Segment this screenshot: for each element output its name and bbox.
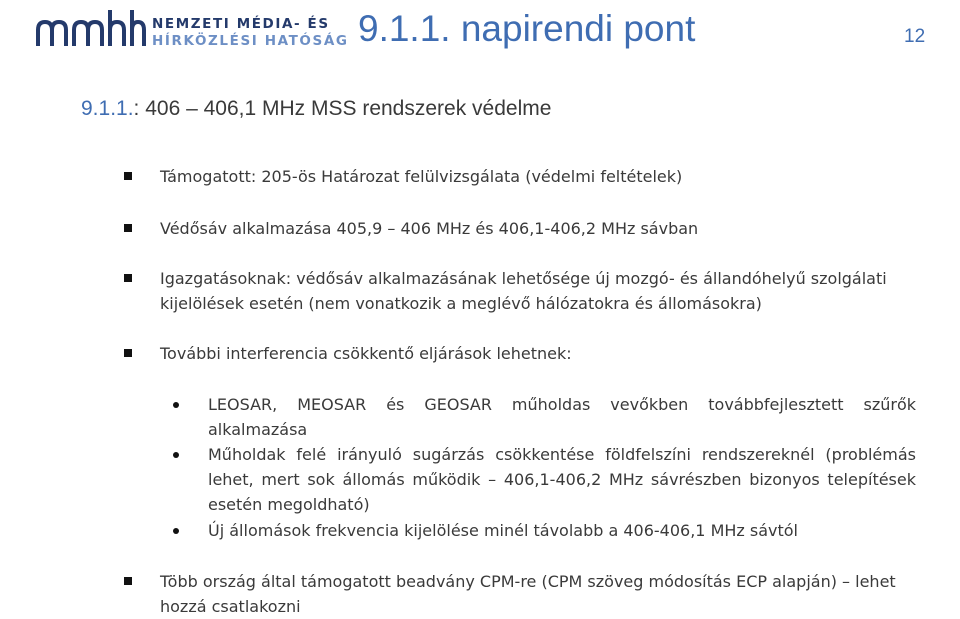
slide-title: 9.1.1. napirendi pont (358, 8, 696, 49)
square-bullet-icon (124, 577, 132, 585)
sub-bullet-item: Műholdak felé irányuló sugárzás csökkentése földfelszíni rendszereknél (problémás lehet, mert sok állomás működik – 406,1-406,2 MHz sávrészben bizonyos telepítések esetén megoldható) (208, 445, 916, 514)
section-title: : 406 – 406,1 MHz MSS rendszerek védelme (133, 97, 552, 120)
bullet-item: Több ország által támogatott beadvány CPM-re (CPM szöveg módosítás ECP alapján) – lehet hozzá csatlakozni (160, 572, 896, 616)
logo-wordmark (152, 16, 349, 50)
section-number: 9.1.1. (81, 97, 134, 120)
section-heading (81, 97, 551, 121)
square-bullet-icon (124, 224, 132, 232)
bullet-item: Igazgatásoknak: védősáv alkalmazásának lehetősége új mozgó- és állandóhelyű szolgálati kijelölések esetén (nem vonatkozik a meglévő hálózatokra és állomásokra) (160, 269, 887, 313)
square-bullet-icon (124, 274, 132, 282)
bullet-item: További interferencia csökkentő eljárások lehetnek: (160, 344, 572, 363)
nmhh-logo (34, 6, 349, 51)
sub-bullet-item: LEOSAR, MEOSAR és GEOSAR műholdas vevőkben továbbfejlesztett szűrők alkalmazása (208, 395, 916, 439)
round-bullet-icon (173, 452, 179, 458)
logo-wordmark-line2: HÍRKÖZLÉSI HATÓSÁG (152, 33, 349, 49)
page-number: 12 (904, 26, 926, 47)
round-bullet-icon (173, 402, 179, 408)
bullet-item: Védősáv alkalmazása 405,9 – 406 MHz és 406,1-406,2 MHz sávban (160, 219, 699, 238)
square-bullet-icon (124, 349, 132, 357)
bullet-item: Támogatott: 205-ös Határozat felülvizsgálata (védelmi feltételek) (160, 167, 683, 186)
sub-bullet-item: Új állomások frekvencia kijelölése minél távolabb a 406-406,1 MHz sávtól (208, 521, 798, 540)
logo-wordmark-line1: NEMZETI MÉDIA- ÉS (152, 16, 330, 32)
round-bullet-icon (173, 528, 179, 534)
square-bullet-icon (124, 172, 132, 180)
nmhh-logo-mark (34, 6, 146, 51)
